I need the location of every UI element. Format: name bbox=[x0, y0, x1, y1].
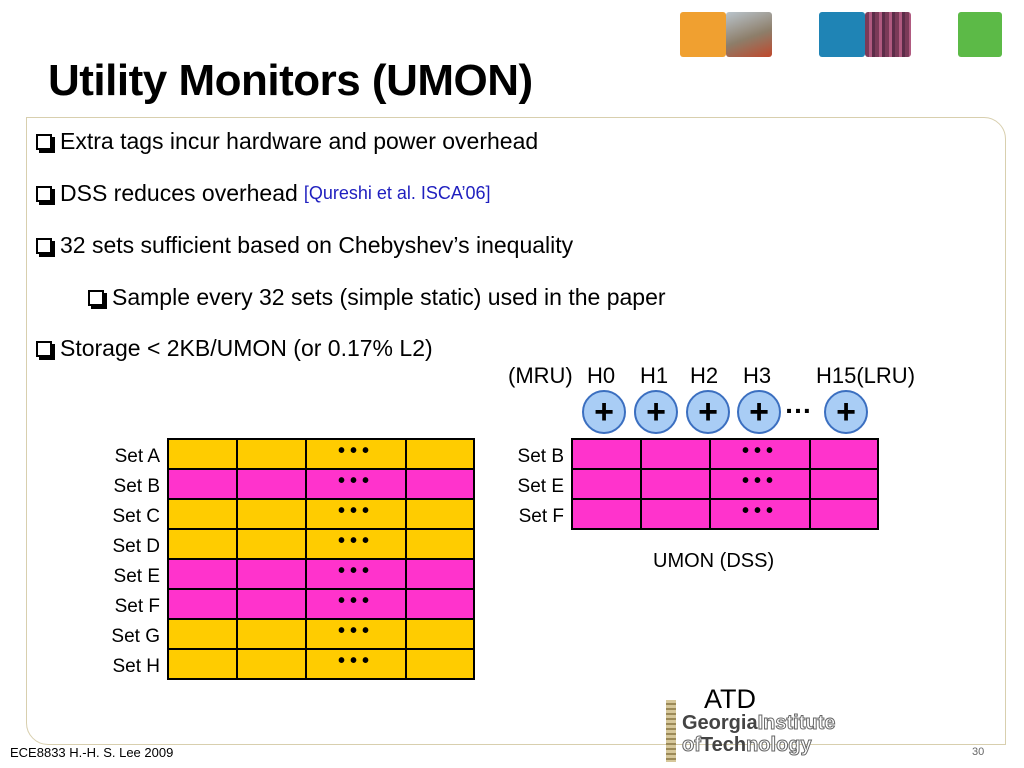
cache-way-dots: ••• bbox=[306, 529, 406, 559]
counter-h2-icon: + bbox=[686, 390, 730, 434]
cache-way-cell bbox=[237, 529, 306, 559]
cache-set-row bbox=[168, 589, 474, 619]
atd-caption: ATD bbox=[704, 684, 756, 714]
georgia-tech-logo bbox=[660, 700, 874, 762]
umon-set-label: Set E bbox=[517, 476, 564, 497]
atd-set-label: Set B bbox=[113, 476, 160, 497]
cache-way-dots: ••• bbox=[306, 439, 406, 469]
counter-h3-icon: + bbox=[737, 390, 781, 434]
cache-way-cell bbox=[168, 529, 237, 559]
cache-way-dots: ••• bbox=[306, 649, 406, 679]
atd-set-label: Set G bbox=[111, 626, 160, 647]
cache-set-row bbox=[168, 499, 474, 529]
bullet-4 bbox=[36, 335, 433, 362]
atd-set-label: Set A bbox=[114, 446, 160, 467]
cache-way-dots: ••• bbox=[710, 469, 810, 499]
header-decor-photo-tile bbox=[726, 12, 772, 57]
cache-way-cell bbox=[406, 649, 474, 679]
atd-set-label: Set H bbox=[112, 656, 160, 677]
cache-way-cell bbox=[572, 439, 641, 469]
cache-set-row bbox=[168, 619, 474, 649]
checkbox-bullet-icon bbox=[36, 134, 52, 150]
cache-way-cell bbox=[406, 619, 474, 649]
cache-way-dots: ••• bbox=[306, 559, 406, 589]
header-decor-blue-tile bbox=[819, 12, 865, 57]
mru-label: (MRU) bbox=[508, 363, 573, 388]
cache-way-cell bbox=[168, 559, 237, 589]
cache-way-cell bbox=[237, 469, 306, 499]
counter-h1-icon: + bbox=[634, 390, 678, 434]
cache-set-row bbox=[572, 439, 878, 469]
atd-set-label: Set E bbox=[113, 566, 160, 587]
cache-way-cell bbox=[237, 589, 306, 619]
header-decor-orange-tile bbox=[680, 12, 726, 57]
atd-set-label: Set C bbox=[112, 506, 160, 527]
citation: [Qureshi et al. ISCA’06] bbox=[303, 183, 491, 203]
cache-way-cell bbox=[572, 469, 641, 499]
cache-way-cell bbox=[406, 559, 474, 589]
cache-set-row bbox=[168, 649, 474, 679]
cache-way-dots: ••• bbox=[306, 499, 406, 529]
bullet-1 bbox=[36, 128, 538, 155]
cache-way-cell bbox=[168, 649, 237, 679]
header-decor-chip-tile bbox=[865, 12, 911, 57]
umon-caption: UMON (DSS) bbox=[653, 550, 775, 572]
cache-way-cell bbox=[168, 469, 237, 499]
logo-line-2: ofTechnology bbox=[682, 734, 812, 756]
cache-way-cell bbox=[572, 499, 641, 529]
sub-bullet-1 bbox=[88, 284, 666, 311]
cache-set-row bbox=[168, 529, 474, 559]
cache-way-cell bbox=[406, 439, 474, 469]
bullet-3 bbox=[36, 232, 573, 259]
cache-way-dots: ••• bbox=[710, 439, 810, 469]
cache-set-row bbox=[572, 499, 878, 529]
counter-ellipsis: … bbox=[784, 388, 812, 419]
bullet-text: Sample every 32 sets (simple static) used in the paper bbox=[112, 284, 666, 310]
checkbox-bullet-icon bbox=[36, 186, 52, 202]
cache-way-cell bbox=[237, 499, 306, 529]
h15-label: H15(LRU) bbox=[816, 363, 916, 388]
h1-label: H1 bbox=[640, 363, 669, 388]
checkbox-bullet-icon bbox=[36, 238, 52, 254]
h0-label: H0 bbox=[587, 363, 616, 388]
cache-way-dots: ••• bbox=[306, 619, 406, 649]
page-number: 30 bbox=[972, 746, 985, 758]
cache-way-dots: ••• bbox=[306, 589, 406, 619]
atd-set-label: Set F bbox=[114, 596, 160, 617]
bullet-text: Storage < 2KB/UMON (or 0.17% L2) bbox=[60, 335, 433, 361]
cache-way-cell bbox=[641, 469, 710, 499]
cache-way-cell bbox=[406, 469, 474, 499]
cache-way-cell bbox=[406, 529, 474, 559]
bullet-text: Extra tags incur hardware and power overhead bbox=[60, 128, 539, 154]
cache-way-cell bbox=[810, 439, 878, 469]
counter-h0-icon: + bbox=[582, 390, 626, 434]
cache-way-cell bbox=[168, 499, 237, 529]
header-decor-green-tile bbox=[958, 12, 1002, 57]
umon-table bbox=[571, 438, 879, 530]
cache-way-cell bbox=[810, 469, 878, 499]
checkbox-bullet-icon bbox=[36, 341, 52, 357]
umon-set-label: Set F bbox=[518, 506, 564, 527]
h3-label: H3 bbox=[743, 363, 772, 388]
cache-way-cell bbox=[237, 439, 306, 469]
cache-way-cell bbox=[810, 499, 878, 529]
cache-way-dots: ••• bbox=[710, 499, 810, 529]
cache-way-cell bbox=[406, 499, 474, 529]
footer-course: ECE8833 H.-H. S. Lee 2009 bbox=[10, 745, 174, 760]
bullet-2 bbox=[36, 180, 491, 207]
cache-set-row bbox=[168, 469, 474, 499]
counter-h15-icon: + bbox=[824, 390, 868, 434]
cache-way-cell bbox=[237, 649, 306, 679]
cache-way-cell bbox=[168, 619, 237, 649]
cache-way-cell bbox=[641, 499, 710, 529]
cache-set-row bbox=[572, 469, 878, 499]
cache-set-row bbox=[168, 559, 474, 589]
checkbox-bullet-icon bbox=[88, 290, 104, 306]
logo-line-1: GeorgiaInstitute bbox=[682, 712, 836, 734]
cache-way-cell bbox=[641, 439, 710, 469]
cache-way-cell bbox=[168, 589, 237, 619]
atd-table bbox=[167, 438, 475, 680]
atd-set-label: Set D bbox=[112, 536, 160, 557]
slide-title: Utility Monitors (UMON) bbox=[48, 56, 533, 105]
cache-way-cell bbox=[237, 619, 306, 649]
cache-way-dots: ••• bbox=[306, 469, 406, 499]
bullet-text: DSS reduces overhead bbox=[60, 180, 298, 206]
cache-way-cell bbox=[168, 439, 237, 469]
cache-way-cell bbox=[237, 559, 306, 589]
h2-label: H2 bbox=[690, 363, 719, 388]
cache-set-row bbox=[168, 439, 474, 469]
umon-set-label: Set B bbox=[517, 446, 564, 467]
tower-icon bbox=[666, 700, 676, 762]
cache-way-cell bbox=[406, 589, 474, 619]
bullet-text: 32 sets sufficient based on Chebyshev’s inequality bbox=[60, 232, 574, 258]
